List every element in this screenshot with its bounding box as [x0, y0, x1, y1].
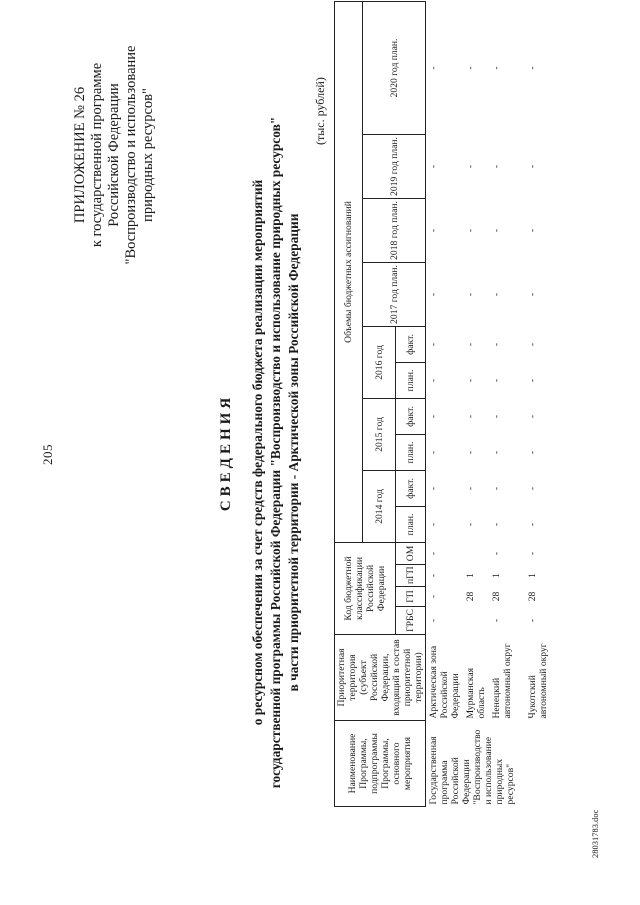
appendix-line: к государственной программе [89, 62, 105, 248]
row-program-name: Государственная программа Российской Федерации "Воспроизводство и использование природных ресурсов" [428, 729, 516, 805]
cell-value: - [491, 414, 502, 419]
cell-code: - [428, 618, 439, 623]
cell-value: - [428, 228, 439, 233]
cell-value: - [491, 522, 502, 527]
cell-value: - [527, 164, 538, 169]
row-territory: Арктическая зона Российской Федерации [428, 645, 461, 719]
cell-value: - [465, 228, 476, 233]
cell-value: - [527, 486, 538, 491]
cell-value: - [465, 66, 476, 70]
cell-code: 1 [465, 573, 476, 578]
cell-code: - [491, 618, 502, 623]
row-territory: Мурманская область [465, 667, 487, 719]
cell-value: - [465, 164, 476, 169]
header-year-2016: 2016 год [363, 326, 396, 398]
header-volumes-group: Объемы бюджетных ассигнований [335, 1, 363, 542]
cell-value: - [527, 450, 538, 455]
cell-value: - [428, 164, 439, 169]
table-row [426, 1, 464, 806]
cell-code: 28 [465, 591, 476, 602]
cell-value: - [491, 66, 502, 70]
header-fact: факт. [396, 470, 426, 506]
appendix-header [72, 5, 157, 305]
appendix-title: ПРИЛОЖЕНИЕ № 26 [72, 86, 88, 224]
header-name: Наименование Программы, подпрограммы Программы, основного мероприятия [335, 721, 426, 807]
cell-value: - [465, 522, 476, 527]
cell-code: 28 [491, 591, 502, 602]
cell-code [463, 542, 489, 564]
cell-code: - [527, 618, 538, 623]
cell-value: - [465, 292, 476, 297]
cell-value: - [428, 292, 439, 297]
cell-value: - [527, 414, 538, 419]
cell-value: - [527, 66, 538, 70]
cell-value: - [465, 342, 476, 347]
header-fact: факт. [396, 326, 426, 362]
units-label: (тыс. рублей) [313, 77, 327, 145]
header-code-gp: ГП [396, 587, 426, 607]
title-line: о ресурсном обеспечении за счет средств федерального бюджета реализации мероприятий [250, 179, 265, 726]
cell-value: - [527, 228, 538, 233]
cell-value: - [491, 292, 502, 297]
cell-value: - [491, 342, 502, 347]
header-plan: план. [396, 434, 426, 470]
cell-value: - [465, 486, 476, 491]
header-year-2017: 2017 год план. [363, 262, 426, 326]
cell-code: - [428, 551, 439, 556]
cell-value: - [465, 450, 476, 455]
footer-file-code: 28031783.doc [590, 809, 600, 858]
header-fact: факт. [396, 398, 426, 434]
cell-value: - [491, 450, 502, 455]
cell-value: - [428, 66, 439, 70]
cell-value: - [428, 486, 439, 491]
table-row [463, 1, 489, 806]
cell-value: - [428, 414, 439, 419]
cell-code: 1 [527, 573, 538, 578]
header-year-2019: 2019 год план. [363, 134, 426, 198]
header-year-2014: 2014 год [363, 470, 396, 542]
cell-code: 1 [491, 573, 502, 578]
table-row [489, 1, 525, 806]
resource-table [334, 1, 561, 807]
appendix-line: природных ресурсов" [140, 88, 156, 222]
header-territory: Приоритетная территория (субъект Российской Федерации, входящий в состав приоритетной территории) [335, 635, 426, 721]
cell-value: - [465, 378, 476, 383]
cell-value: - [428, 450, 439, 455]
header-code-om: ОМ [396, 542, 426, 564]
cell-value: - [428, 522, 439, 527]
title-subtitle [249, 0, 303, 905]
header-plan: план. [396, 506, 426, 542]
appendix-line: "Воспроизводство и использование [123, 45, 139, 265]
header-year-2018: 2018 год план. [363, 198, 426, 262]
cell-value: - [527, 342, 538, 347]
cell-value: - [527, 522, 538, 527]
title-line: государственной программы Российской Федерации "Воспроизводство и использование природных ресурсов" [268, 116, 283, 789]
cell-code [463, 607, 489, 635]
row-territory: Чукотский автономный округ [527, 643, 549, 719]
cell-code: - [527, 551, 538, 556]
cell-value: - [527, 378, 538, 383]
table-row [525, 1, 561, 806]
page-number: 205 [40, 444, 55, 465]
row-program-name-empty [525, 721, 561, 807]
cell-code: 28 [527, 591, 538, 602]
header-code-pgp: пГП [396, 565, 426, 587]
title-heading: СВЕДЕНИЯ [218, 393, 234, 512]
cell-code: - [428, 573, 439, 578]
cell-value: - [465, 414, 476, 419]
cell-code: - [491, 551, 502, 556]
cell-value: - [491, 378, 502, 383]
document-title [218, 0, 303, 905]
cell-value: - [527, 292, 538, 297]
row-territory: Ненецкий автономный округ [491, 643, 513, 719]
cell-value: - [491, 228, 502, 233]
cell-value: - [428, 378, 439, 383]
header-plan: план. [396, 362, 426, 398]
header-code-grbs: ГРБС [396, 607, 426, 635]
header-code-group: Код бюджетной классификации Российской Федерации [335, 542, 396, 634]
header-year-2015: 2015 год [363, 398, 396, 470]
header-year-2020: 2020 год план. [363, 1, 426, 134]
title-line: в части приоритетной территории - Арктической зоны Российской Федерации [286, 213, 301, 692]
cell-code: - [428, 594, 439, 599]
cell-value: - [428, 342, 439, 347]
cell-value: - [491, 486, 502, 491]
cell-value: - [491, 164, 502, 169]
appendix-line: Российской Федерации [106, 83, 122, 227]
